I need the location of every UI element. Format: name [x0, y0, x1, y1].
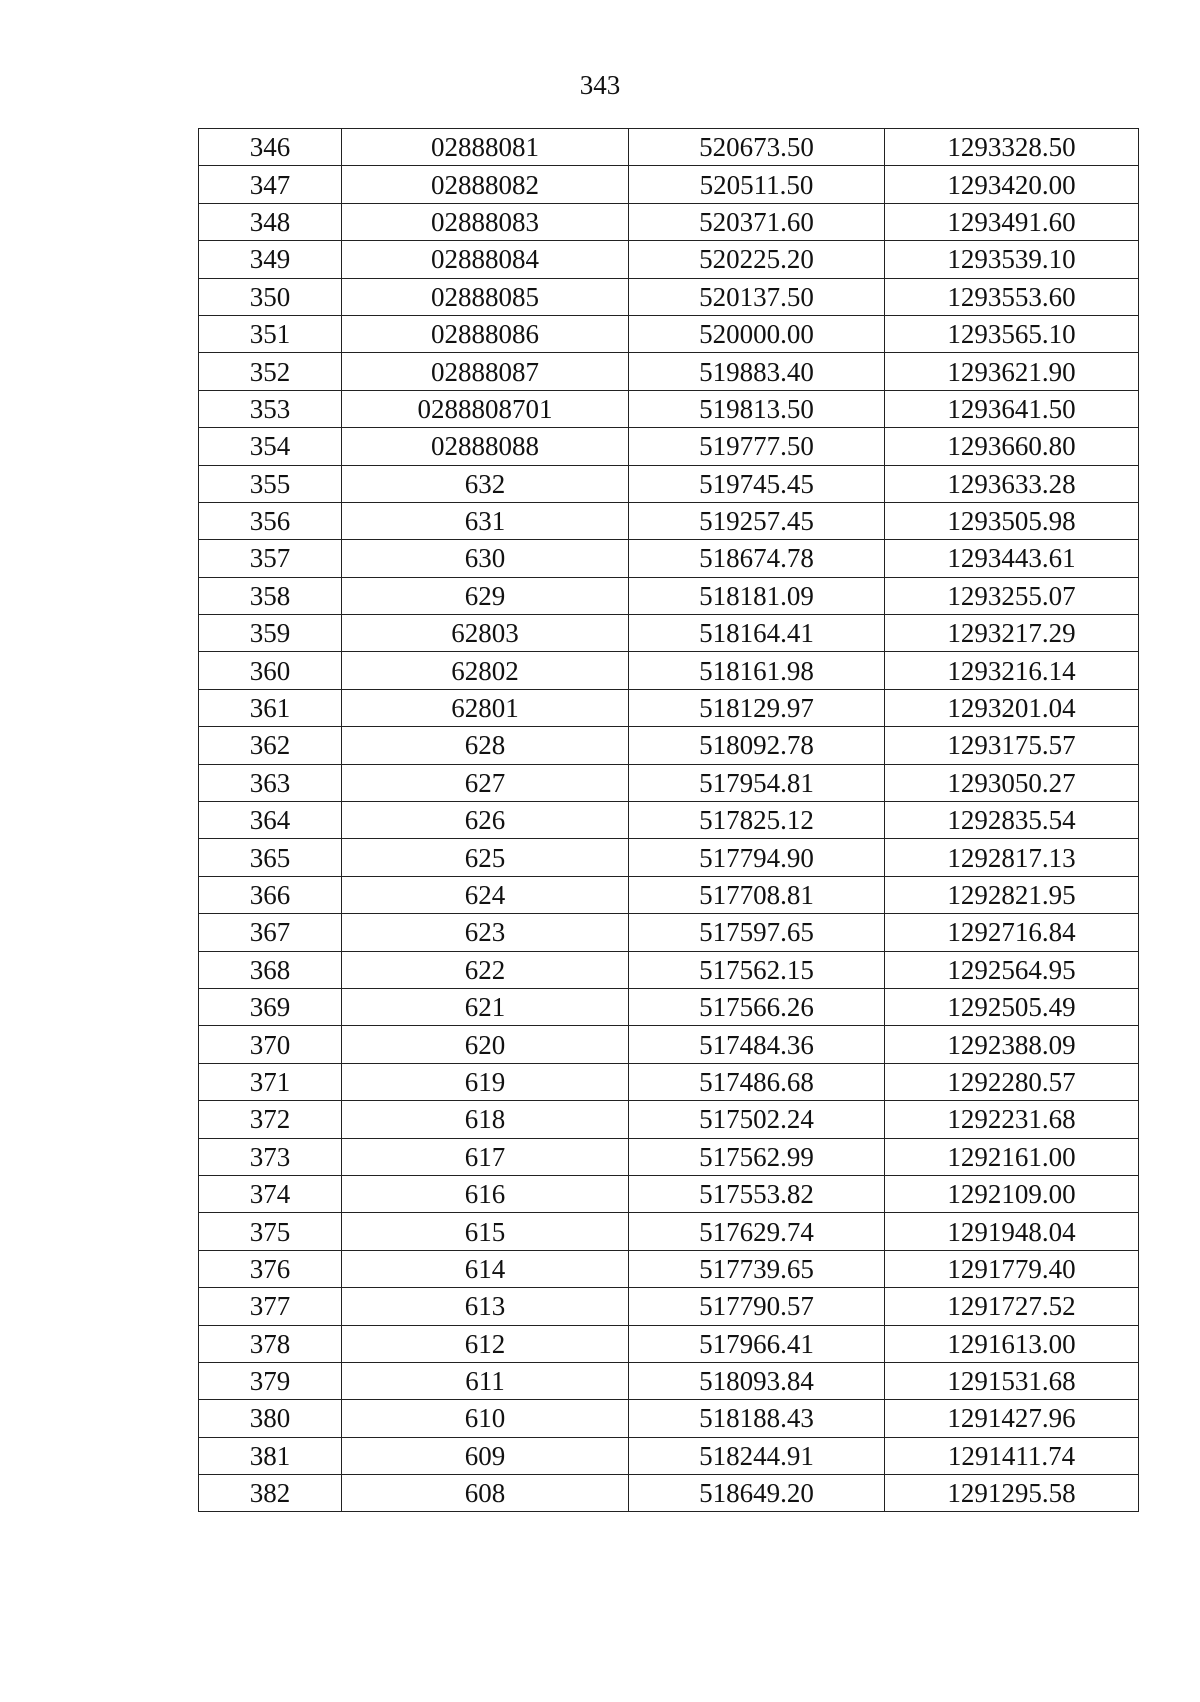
y-coordinate-cell: 1292109.00: [885, 1175, 1139, 1212]
table-row: [199, 1325, 1139, 1362]
point-id-cell: 632: [342, 465, 629, 502]
point-id-cell: 627: [342, 764, 629, 801]
point-id-cell: 617: [342, 1138, 629, 1175]
row-number-cell: 378: [199, 1325, 342, 1362]
row-number-cell: 366: [199, 876, 342, 913]
point-id-cell: 02888085: [342, 278, 629, 315]
point-id-cell: 62802: [342, 652, 629, 689]
point-id-cell: 616: [342, 1175, 629, 1212]
row-number-cell: 382: [199, 1475, 342, 1512]
x-coordinate-cell: 517562.99: [629, 1138, 885, 1175]
y-coordinate-cell: 1292716.84: [885, 914, 1139, 951]
row-number-cell: 364: [199, 802, 342, 839]
point-id-cell: 02888088: [342, 428, 629, 465]
table-row: [199, 241, 1139, 278]
y-coordinate-cell: 1291948.04: [885, 1213, 1139, 1250]
y-coordinate-cell: 1293641.50: [885, 390, 1139, 427]
table-row: [199, 764, 1139, 801]
point-id-cell: 611: [342, 1362, 629, 1399]
row-number-cell: 365: [199, 839, 342, 876]
table-row: [199, 428, 1139, 465]
table-row: [199, 353, 1139, 390]
x-coordinate-cell: 518188.43: [629, 1400, 885, 1437]
y-coordinate-cell: 1293491.60: [885, 203, 1139, 240]
row-number-cell: 355: [199, 465, 342, 502]
table-row: [199, 278, 1139, 315]
point-id-cell: 626: [342, 802, 629, 839]
row-number-cell: 357: [199, 540, 342, 577]
row-number-cell: 379: [199, 1362, 342, 1399]
table-row: [199, 652, 1139, 689]
table-row: [199, 577, 1139, 614]
x-coordinate-cell: 520000.00: [629, 315, 885, 352]
table-row: [199, 1138, 1139, 1175]
point-id-cell: 628: [342, 727, 629, 764]
table-row: [199, 802, 1139, 839]
page-number: 343: [579, 70, 621, 100]
table-row: [199, 914, 1139, 951]
point-id-cell: 02888086: [342, 315, 629, 352]
x-coordinate-cell: 517562.15: [629, 951, 885, 988]
x-coordinate-cell: 517484.36: [629, 1026, 885, 1063]
table-row: [199, 615, 1139, 652]
x-coordinate-cell: 518649.20: [629, 1475, 885, 1512]
table-row: [199, 1437, 1139, 1474]
table-row: [199, 502, 1139, 539]
table-row: [199, 1175, 1139, 1212]
y-coordinate-cell: 1292231.68: [885, 1101, 1139, 1138]
table-row: [199, 1101, 1139, 1138]
point-id-cell: 630: [342, 540, 629, 577]
table-row: [199, 1250, 1139, 1287]
point-id-cell: 608: [342, 1475, 629, 1512]
table-row: [199, 203, 1139, 240]
x-coordinate-cell: 518161.98: [629, 652, 885, 689]
x-coordinate-cell: 520371.60: [629, 203, 885, 240]
row-number-cell: 375: [199, 1213, 342, 1250]
x-coordinate-cell: 519777.50: [629, 428, 885, 465]
x-coordinate-cell: 520225.20: [629, 241, 885, 278]
y-coordinate-cell: 1291295.58: [885, 1475, 1139, 1512]
row-number-cell: 352: [199, 353, 342, 390]
y-coordinate-cell: 1293201.04: [885, 689, 1139, 726]
point-id-cell: 613: [342, 1288, 629, 1325]
row-number-cell: 377: [199, 1288, 342, 1325]
y-coordinate-cell: 1293216.14: [885, 652, 1139, 689]
table-row: [199, 129, 1139, 166]
x-coordinate-cell: 517486.68: [629, 1063, 885, 1100]
x-coordinate-cell: 518244.91: [629, 1437, 885, 1474]
table-row: [199, 315, 1139, 352]
y-coordinate-cell: 1292817.13: [885, 839, 1139, 876]
table-row: [199, 1026, 1139, 1063]
y-coordinate-cell: 1293565.10: [885, 315, 1139, 352]
row-number-cell: 376: [199, 1250, 342, 1287]
y-coordinate-cell: 1293553.60: [885, 278, 1139, 315]
y-coordinate-cell: 1291779.40: [885, 1250, 1139, 1287]
y-coordinate-cell: 1293050.27: [885, 764, 1139, 801]
y-coordinate-cell: 1292564.95: [885, 951, 1139, 988]
y-coordinate-cell: 1293175.57: [885, 727, 1139, 764]
row-number-cell: 346: [199, 129, 342, 166]
point-id-cell: 618: [342, 1101, 629, 1138]
row-number-cell: 348: [199, 203, 342, 240]
coordinates-table-body: [199, 129, 1139, 1512]
table-row: [199, 1063, 1139, 1100]
y-coordinate-cell: 1291531.68: [885, 1362, 1139, 1399]
row-number-cell: 361: [199, 689, 342, 726]
table-row: [199, 166, 1139, 203]
point-id-cell: 62803: [342, 615, 629, 652]
x-coordinate-cell: 519883.40: [629, 353, 885, 390]
table-row: [199, 465, 1139, 502]
coordinates-table: [198, 128, 1139, 1512]
point-id-cell: 02888084: [342, 241, 629, 278]
x-coordinate-cell: 519813.50: [629, 390, 885, 427]
table-row: [199, 839, 1139, 876]
row-number-cell: 374: [199, 1175, 342, 1212]
row-number-cell: 370: [199, 1026, 342, 1063]
x-coordinate-cell: 518164.41: [629, 615, 885, 652]
y-coordinate-cell: 1291613.00: [885, 1325, 1139, 1362]
row-number-cell: 369: [199, 988, 342, 1025]
row-number-cell: 371: [199, 1063, 342, 1100]
x-coordinate-cell: 520137.50: [629, 278, 885, 315]
table-row: [199, 876, 1139, 913]
point-id-cell: 02888083: [342, 203, 629, 240]
row-number-cell: 381: [199, 1437, 342, 1474]
row-number-cell: 360: [199, 652, 342, 689]
row-number-cell: 380: [199, 1400, 342, 1437]
y-coordinate-cell: 1293539.10: [885, 241, 1139, 278]
point-id-cell: 02888082: [342, 166, 629, 203]
x-coordinate-cell: 520673.50: [629, 129, 885, 166]
point-id-cell: 629: [342, 577, 629, 614]
x-coordinate-cell: 517566.26: [629, 988, 885, 1025]
y-coordinate-cell: 1292388.09: [885, 1026, 1139, 1063]
x-coordinate-cell: 519745.45: [629, 465, 885, 502]
x-coordinate-cell: 519257.45: [629, 502, 885, 539]
y-coordinate-cell: 1293621.90: [885, 353, 1139, 390]
y-coordinate-cell: 1293217.29: [885, 615, 1139, 652]
y-coordinate-cell: 1292821.95: [885, 876, 1139, 913]
point-id-cell: 62801: [342, 689, 629, 726]
y-coordinate-cell: 1293328.50: [885, 129, 1139, 166]
table-row: [199, 1213, 1139, 1250]
x-coordinate-cell: 518181.09: [629, 577, 885, 614]
table-row: [199, 390, 1139, 427]
row-number-cell: 372: [199, 1101, 342, 1138]
y-coordinate-cell: 1292161.00: [885, 1138, 1139, 1175]
point-id-cell: 614: [342, 1250, 629, 1287]
y-coordinate-cell: 1293255.07: [885, 577, 1139, 614]
row-number-cell: 349: [199, 241, 342, 278]
x-coordinate-cell: 517629.74: [629, 1213, 885, 1250]
point-id-cell: 625: [342, 839, 629, 876]
y-coordinate-cell: 1291427.96: [885, 1400, 1139, 1437]
point-id-cell: 612: [342, 1325, 629, 1362]
row-number-cell: 362: [199, 727, 342, 764]
table-row: [199, 727, 1139, 764]
y-coordinate-cell: 1291727.52: [885, 1288, 1139, 1325]
point-id-cell: 619: [342, 1063, 629, 1100]
x-coordinate-cell: 518093.84: [629, 1362, 885, 1399]
y-coordinate-cell: 1291411.74: [885, 1437, 1139, 1474]
x-coordinate-cell: 518674.78: [629, 540, 885, 577]
point-id-cell: 02888087: [342, 353, 629, 390]
x-coordinate-cell: 517739.65: [629, 1250, 885, 1287]
row-number-cell: 354: [199, 428, 342, 465]
table-row: [199, 951, 1139, 988]
row-number-cell: 353: [199, 390, 342, 427]
x-coordinate-cell: 517597.65: [629, 914, 885, 951]
table-row: [199, 1400, 1139, 1437]
x-coordinate-cell: 517790.57: [629, 1288, 885, 1325]
y-coordinate-cell: 1293443.61: [885, 540, 1139, 577]
point-id-cell: 610: [342, 1400, 629, 1437]
x-coordinate-cell: 518129.97: [629, 689, 885, 726]
x-coordinate-cell: 520511.50: [629, 166, 885, 203]
y-coordinate-cell: 1293505.98: [885, 502, 1139, 539]
row-number-cell: 351: [199, 315, 342, 352]
point-id-cell: 631: [342, 502, 629, 539]
x-coordinate-cell: 517825.12: [629, 802, 885, 839]
row-number-cell: 368: [199, 951, 342, 988]
y-coordinate-cell: 1293660.80: [885, 428, 1139, 465]
point-id-cell: 621: [342, 988, 629, 1025]
x-coordinate-cell: 517553.82: [629, 1175, 885, 1212]
point-id-cell: 609: [342, 1437, 629, 1474]
point-id-cell: 622: [342, 951, 629, 988]
row-number-cell: 347: [199, 166, 342, 203]
table-row: [199, 689, 1139, 726]
y-coordinate-cell: 1292835.54: [885, 802, 1139, 839]
table-row: [199, 540, 1139, 577]
point-id-cell: 02888081: [342, 129, 629, 166]
x-coordinate-cell: 517954.81: [629, 764, 885, 801]
row-number-cell: 358: [199, 577, 342, 614]
y-coordinate-cell: 1292505.49: [885, 988, 1139, 1025]
x-coordinate-cell: 517708.81: [629, 876, 885, 913]
table-row: [199, 1288, 1139, 1325]
row-number-cell: 373: [199, 1138, 342, 1175]
point-id-cell: 620: [342, 1026, 629, 1063]
x-coordinate-cell: 518092.78: [629, 727, 885, 764]
row-number-cell: 363: [199, 764, 342, 801]
x-coordinate-cell: 517794.90: [629, 839, 885, 876]
x-coordinate-cell: 517966.41: [629, 1325, 885, 1362]
row-number-cell: 356: [199, 502, 342, 539]
x-coordinate-cell: 517502.24: [629, 1101, 885, 1138]
table-row: [199, 1362, 1139, 1399]
point-id-cell: 0288808701: [342, 390, 629, 427]
table-row: [199, 1475, 1139, 1512]
row-number-cell: 359: [199, 615, 342, 652]
row-number-cell: 350: [199, 278, 342, 315]
y-coordinate-cell: 1293633.28: [885, 465, 1139, 502]
y-coordinate-cell: 1293420.00: [885, 166, 1139, 203]
row-number-cell: 367: [199, 914, 342, 951]
point-id-cell: 623: [342, 914, 629, 951]
y-coordinate-cell: 1292280.57: [885, 1063, 1139, 1100]
table-row: [199, 988, 1139, 1025]
point-id-cell: 624: [342, 876, 629, 913]
point-id-cell: 615: [342, 1213, 629, 1250]
